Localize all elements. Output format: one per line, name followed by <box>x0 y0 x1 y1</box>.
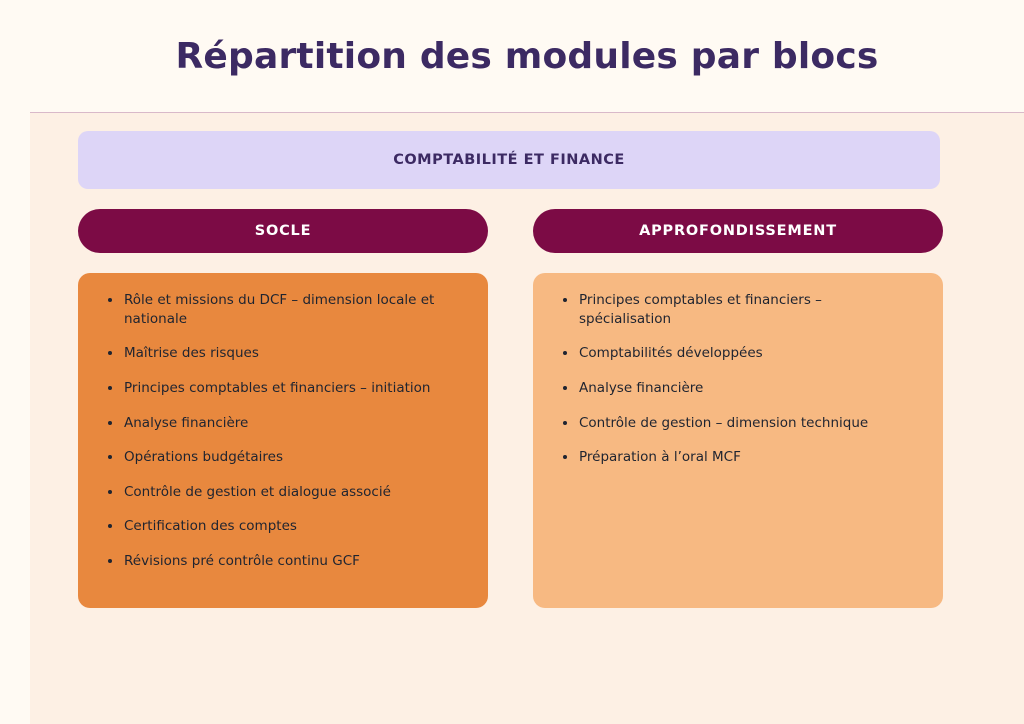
list-item: Certification des comptes <box>104 517 462 536</box>
list-item: Principes comptables et financiers – spécialisation <box>559 291 917 328</box>
slide-content <box>30 113 1024 724</box>
column-body-socle <box>78 273 488 608</box>
list-item: Analyse financière <box>559 379 917 398</box>
slide-header <box>30 0 1024 113</box>
column-approfondissement <box>533 209 943 608</box>
column-body-approfondissement <box>533 273 943 608</box>
column-header-approfondissement-label: APPROFONDISSEMENT <box>639 223 837 239</box>
list-item: Contrôle de gestion et dialogue associé <box>104 483 462 502</box>
column-header-socle-label: SOCLE <box>254 223 312 239</box>
columns-container <box>78 209 990 608</box>
column-header-socle <box>78 209 488 253</box>
domain-banner-label: COMPTABILITÉ ET FINANCE <box>393 152 625 168</box>
page-title: Répartition des modules par blocs <box>175 36 879 77</box>
list-item: Analyse financière <box>104 414 462 433</box>
list-item: Opérations budgétaires <box>104 448 462 467</box>
column-header-approfondissement <box>533 209 943 253</box>
list-item: Principes comptables et financiers – initiation <box>104 379 462 398</box>
list-item: Préparation à l’oral MCF <box>559 448 917 467</box>
module-list-socle <box>104 291 462 571</box>
list-item: Contrôle de gestion – dimension technique <box>559 414 917 433</box>
module-list-approfondissement <box>559 291 917 467</box>
left-margin-strip <box>0 0 30 724</box>
domain-banner <box>78 131 940 189</box>
column-socle <box>78 209 488 608</box>
list-item: Maîtrise des risques <box>104 344 462 363</box>
list-item: Révisions pré contrôle continu GCF <box>104 552 462 571</box>
list-item: Comptabilités développées <box>559 344 917 363</box>
list-item: Rôle et missions du DCF – dimension locale et nationale <box>104 291 462 328</box>
